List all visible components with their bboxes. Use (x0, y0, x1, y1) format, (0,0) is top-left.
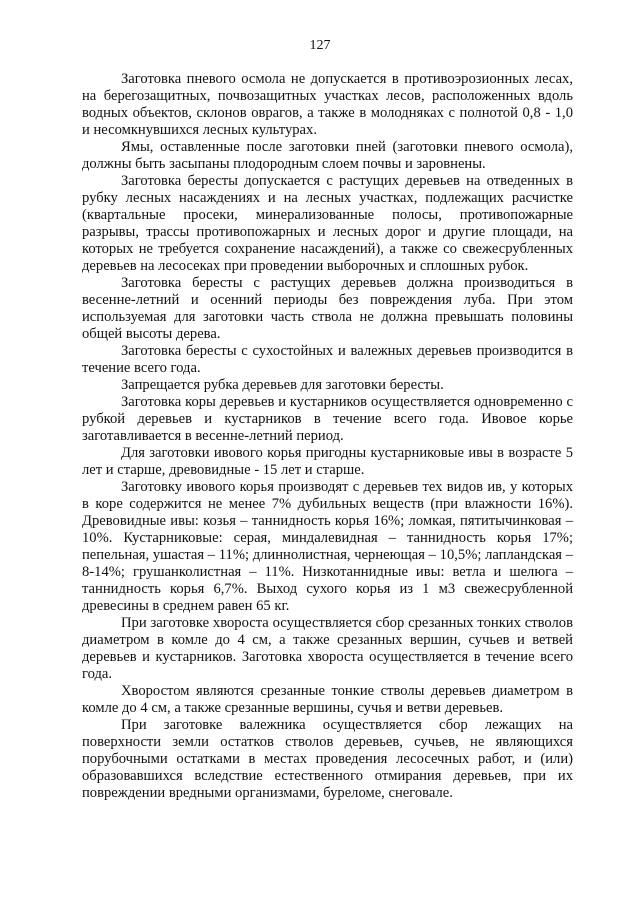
paragraph: Заготовка коры деревьев и кустарников осуществляется одновременно с рубкой деревьев и кустарников в течение всего года. Ивовое корье заготавливается в весенне-летний период. (82, 394, 573, 444)
paragraph: При заготовке валежника осуществляется сбор лежащих на поверхности земли остатков стволов деревьев, сучьев, не являющихся порубочными остатками в местах проведения лесосечных работ, и (или) образовавшихся вследствие естественного отмирания деревьев, при их повреждении вредными организмами, буреломе, снеговале. (82, 717, 573, 801)
paragraph: Заготовка бересты с растущих деревьев должна производиться в весенне-летний и осенний периоды без повреждения луба. При этом используемая для заготовки часть ствола не должна превышать половины общей высоты дерева. (82, 275, 573, 342)
paragraph: Заготовку ивового корья производят с деревьев тех видов ив, у которых в коре содержится не менее 7% дубильных веществ (при влажности 16%). Древовидные ивы: козья – таннидность корья 16%; ломкая, пятитычинковая – 10%. Кустарниковые: серая, миндалевидная – таннидность корья 17%; пепельная, ушастая – 11%; длиннолистная, чернеющая – 10,5%; лапландская – 8-14%; грушанколистная – 11%. Низкотаннидные ивы: ветла и шелюга – таннидность корья 6,7%. Выход сухого корья из 1 м3 свежесрубленной древесины в среднем равен 65 кг. (82, 479, 573, 614)
paragraph: Заготовка бересты с сухостойных и валежных деревьев производится в течение всего года. (82, 343, 573, 376)
paragraph: Хворостом являются срезанные тонкие стволы деревьев диаметром в комле до 4 см, а также срезанные вершины, сучья и ветви деревьев. (82, 683, 573, 716)
page-number: 127 (309, 38, 331, 53)
body-text (82, 71, 573, 802)
paragraph: Ямы, оставленные после заготовки пней (заготовки пневого осмола), должны быть засыпаны плодородным слоем почвы и заровнены. (82, 139, 573, 172)
paragraph: Для заготовки ивового корья пригодны кустарниковые ивы в возрасте 5 лет и старше, древовидные - 15 лет и старше. (82, 445, 573, 478)
paragraph: Заготовка бересты допускается с растущих деревьев на отведенных в рубку лесных насаждениях и на лесных участках, подлежащих расчистке (квартальные просеки, минерализованные полосы, противопожарные разрывы, трассы противопожарных и лесных дорог и другие площади, на которых не требуется сохранение насаждений), а также со свежесрубленных деревьев на лесосеках при проведении выборочных и сплошных рубок. (82, 173, 573, 274)
paragraph: При заготовке хвороста осуществляется сбор срезанных тонких стволов диаметром в комле до 4 см, а также срезанных вершин, сучьев и ветвей деревьев и кустарников. Заготовка хвороста осуществляется в течение всего года. (82, 615, 573, 682)
paragraph: Заготовка пневого осмола не допускается в противоэрозионных лесах, на берегозащитных, почвозащитных участках лесов, расположенных вдоль водных объектов, склонов оврагов, а также в молодняках с полнотой 0,8 - 1,0 и несомкнувшихся лесных культурах. (82, 71, 573, 138)
paragraph: Запрещается рубка деревьев для заготовки бересты. (121, 377, 444, 393)
